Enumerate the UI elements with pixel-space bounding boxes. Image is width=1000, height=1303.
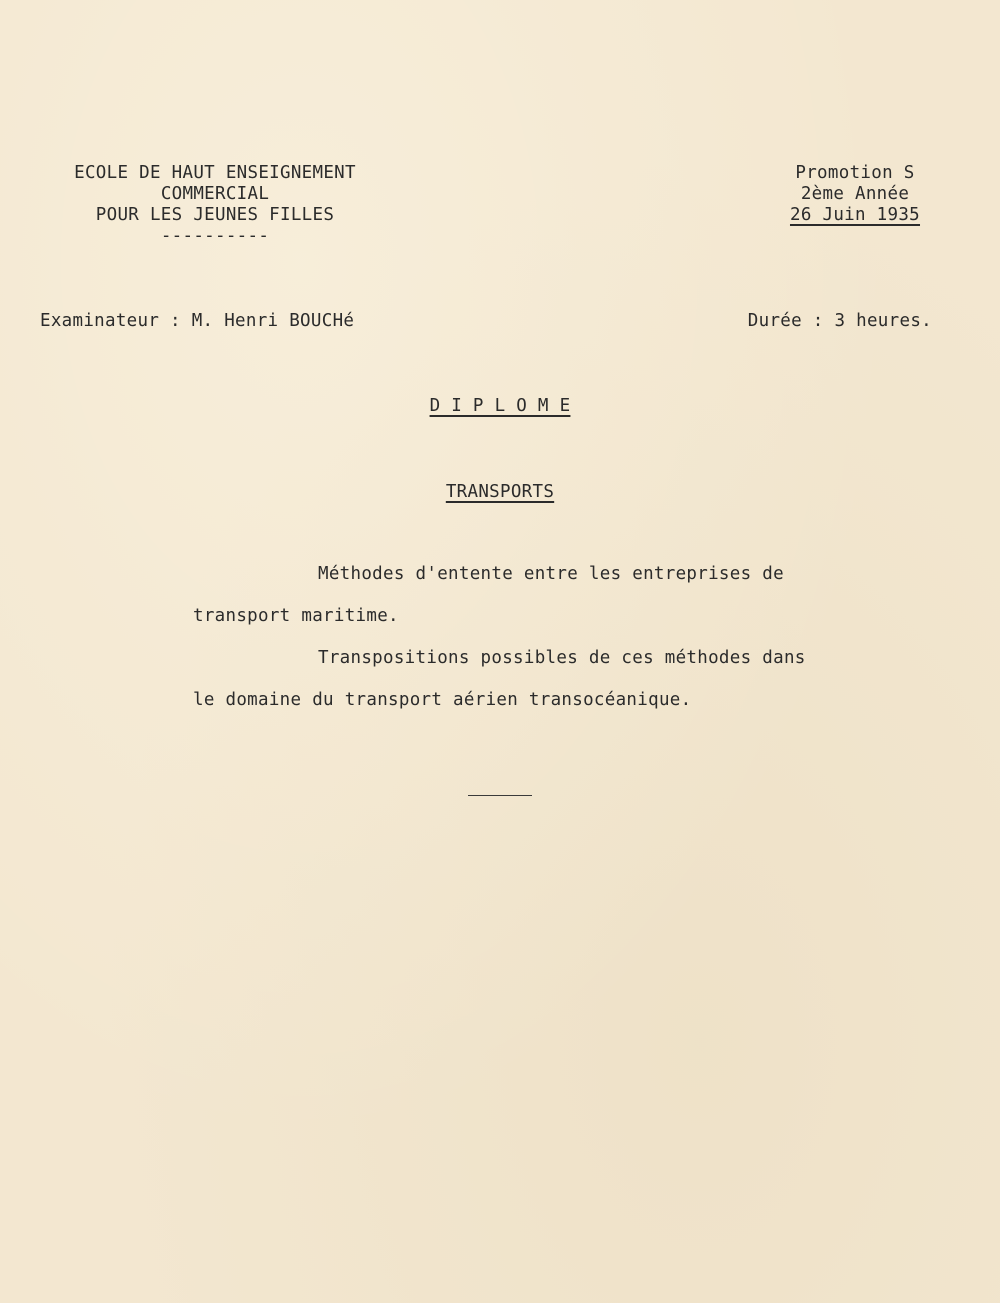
header-dashes: ----------: [160, 226, 270, 246]
diploma-title: D I P L O M E: [429, 396, 571, 416]
body-line-1: Méthodes d'entente entre les entreprises de: [318, 564, 784, 584]
school-name-line3: POUR LES JEUNES FILLES: [95, 205, 335, 225]
body-line-4: le domaine du transport aérien transocéanique.: [193, 690, 692, 710]
examiner-line: Examinateur : M. Henri BOUCHé: [40, 311, 355, 331]
body-line-3: Transpositions possibles de ces méthodes dans: [318, 648, 806, 668]
subject-title: TRANSPORTS: [445, 482, 555, 502]
year-label: 2ème Année: [800, 184, 910, 204]
body-line-2: transport maritime.: [193, 606, 399, 626]
school-name-line2: COMMERCIAL: [160, 184, 270, 204]
promotion-label: Promotion S: [795, 163, 915, 183]
closing-rule: [468, 795, 532, 796]
exam-date: 26 Juin 1935: [789, 205, 921, 225]
school-name-line1: ECOLE DE HAUT ENSEIGNEMENT: [74, 163, 356, 183]
duration-line: Durée : 3 heures.: [747, 311, 932, 331]
